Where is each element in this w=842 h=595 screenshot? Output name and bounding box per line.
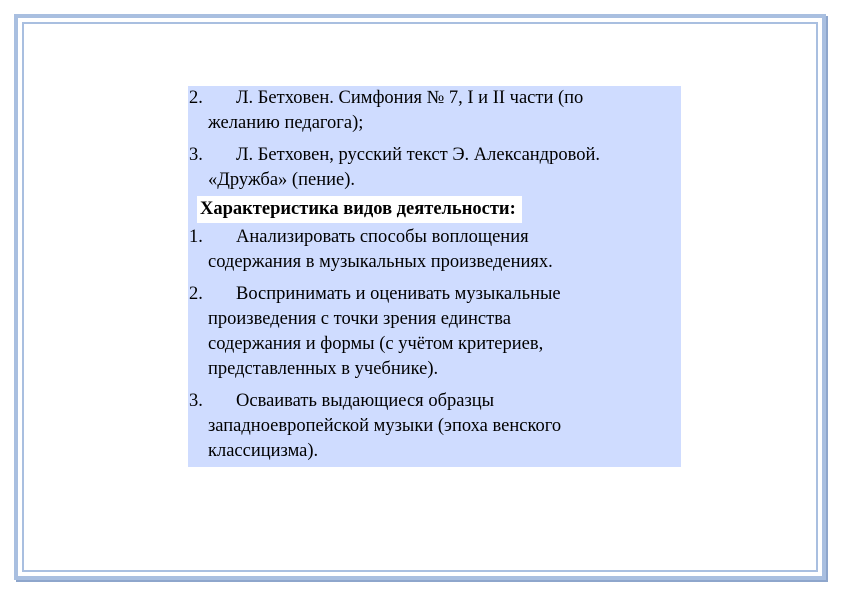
item-text-line: Воспринимать и оценивать музыкальные <box>236 284 561 304</box>
item-text-line: содержания в музыкальных произведениях. <box>208 252 553 272</box>
item-text-line: произведения с точки зрения единства <box>208 309 511 329</box>
slide-content <box>188 86 681 467</box>
list-item <box>188 86 681 136</box>
section-heading: Характеристика видов деятельности: <box>197 196 522 223</box>
heading-row <box>188 193 681 225</box>
item-number: 1. <box>189 227 203 247</box>
item-text-line: «Дружба» (пение). <box>208 170 355 190</box>
list-item <box>188 282 681 382</box>
item-number: 3. <box>189 145 203 165</box>
list-item <box>188 143 681 193</box>
item-text-line: желанию педагога); <box>208 113 364 133</box>
list-item <box>188 225 681 275</box>
item-text-line: Л. Бетховен, русский текст Э. Александровой. <box>236 145 600 165</box>
item-text-line: содержания и формы (с учётом критериев, <box>208 334 544 354</box>
item-text-line: Л. Бетховен. Симфония № 7, I и II части (по <box>236 88 584 108</box>
item-number: 2. <box>189 88 203 108</box>
item-number: 2. <box>189 284 203 304</box>
item-number: 3. <box>189 391 203 411</box>
item-text-line: классицизма). <box>208 441 319 461</box>
item-text-line: представленных в учебнике). <box>208 359 439 379</box>
item-text-line: Осваивать выдающиеся образцы <box>236 391 495 411</box>
top-list <box>188 86 681 193</box>
item-text-line: Анализировать способы воплощения <box>236 227 529 247</box>
list-item <box>188 389 681 464</box>
activity-list <box>188 225 681 467</box>
item-text-line: западноевропейской музыки (эпоха венского <box>208 416 562 436</box>
